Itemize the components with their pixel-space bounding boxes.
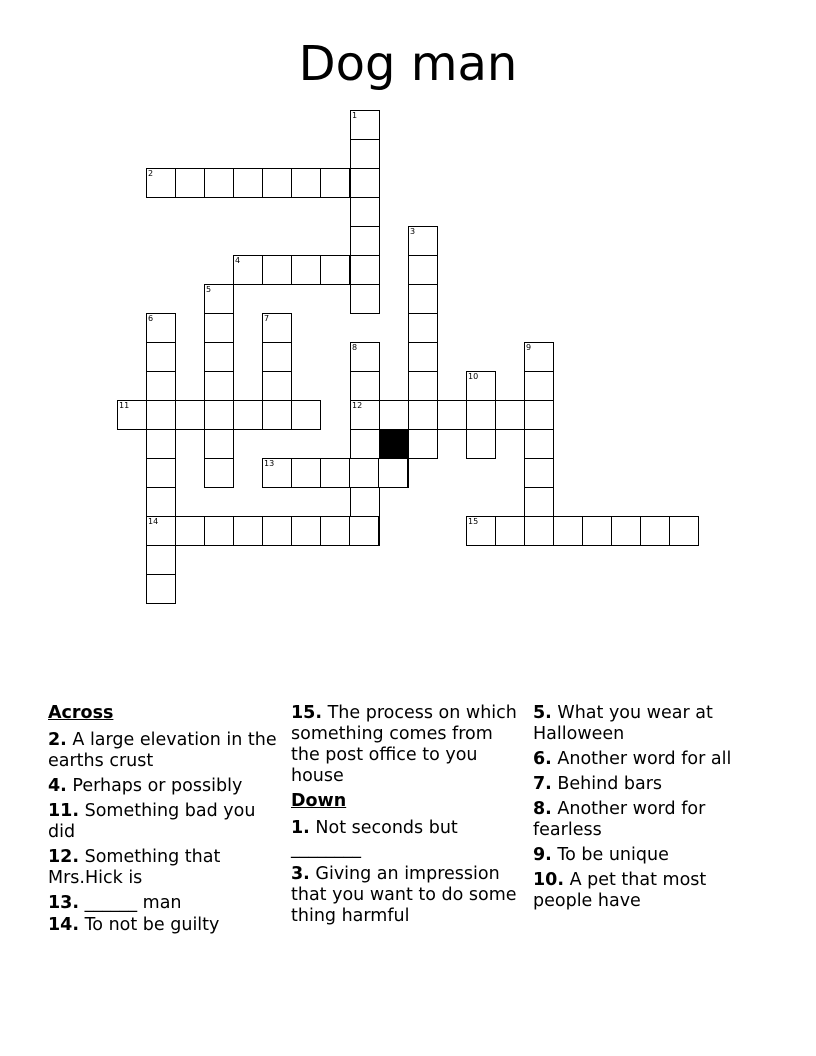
- grid-cell[interactable]: [204, 342, 234, 372]
- grid-cell[interactable]: [262, 458, 292, 488]
- cell-number: 5: [206, 285, 212, 294]
- grid-cell[interactable]: [378, 458, 408, 488]
- grid-cell[interactable]: [146, 168, 176, 198]
- grid-cell[interactable]: [291, 458, 321, 488]
- clue-number: 6.: [533, 749, 552, 769]
- grid-cell[interactable]: [495, 400, 525, 430]
- grid-cell[interactable]: [466, 429, 496, 459]
- grid-cell[interactable]: [408, 429, 438, 459]
- cell-number: 12: [352, 401, 363, 410]
- grid-cell[interactable]: [524, 487, 554, 517]
- clue-text: Giving an impression that you want to do some thing harmful: [291, 864, 517, 926]
- clue-number: 5.: [533, 703, 552, 723]
- clue-across-11: [48, 801, 284, 843]
- grid-cell[interactable]: [146, 487, 176, 517]
- grid-cell[interactable]: [175, 400, 205, 430]
- grid-cell[interactable]: [233, 168, 263, 198]
- grid-cell[interactable]: [204, 371, 234, 401]
- clue-across-2: [48, 730, 284, 772]
- cell-number: 4: [235, 256, 241, 265]
- grid-cell[interactable]: [350, 197, 380, 227]
- grid-cell[interactable]: [524, 429, 554, 459]
- grid-cell[interactable]: [262, 371, 292, 401]
- clue-text: To be unique: [557, 845, 669, 865]
- grid-cell[interactable]: [524, 400, 554, 430]
- cell-number: 1: [352, 111, 358, 120]
- cell-number: 8: [352, 343, 358, 352]
- grid-cell[interactable]: [466, 516, 496, 546]
- grid-cell[interactable]: [291, 255, 321, 285]
- grid-cell[interactable]: [146, 400, 176, 430]
- clue-number: 7.: [533, 774, 552, 794]
- cell-number: 14: [148, 517, 159, 526]
- clue-across-13: [48, 893, 284, 914]
- clue-number: 8.: [533, 799, 552, 819]
- grid-cell[interactable]: [262, 400, 292, 430]
- cell-number: 15: [468, 517, 479, 526]
- grid-cell[interactable]: [204, 429, 234, 459]
- grid-cell[interactable]: [146, 371, 176, 401]
- clue-text: A large elevation in the earths crust: [48, 730, 277, 771]
- clue-number: 4.: [48, 776, 67, 796]
- grid-cell[interactable]: [233, 516, 263, 546]
- grid-cell[interactable]: [204, 400, 234, 430]
- clue-number: 9.: [533, 845, 552, 865]
- clue-column-3: [533, 703, 769, 916]
- grid-cell[interactable]: [350, 110, 380, 140]
- clue-text: Perhaps or possibly: [72, 776, 243, 796]
- clue-column-1: [48, 703, 284, 940]
- grid-cell[interactable]: [408, 313, 438, 343]
- grid-cell[interactable]: [146, 313, 176, 343]
- page-title: Dog man: [298, 36, 518, 92]
- grid-cell[interactable]: [350, 342, 380, 372]
- grid-cell[interactable]: [408, 255, 438, 285]
- clue-text: Something bad you did: [48, 801, 256, 842]
- grid-cell[interactable]: [408, 226, 438, 256]
- grid-cell[interactable]: [204, 284, 234, 314]
- grid-cell[interactable]: [204, 516, 234, 546]
- grid-cell[interactable]: [233, 400, 263, 430]
- clue-down-7: [533, 774, 769, 795]
- grid-cell[interactable]: [320, 516, 350, 546]
- grid-cell[interactable]: [408, 371, 438, 401]
- grid-cell[interactable]: [291, 400, 321, 430]
- grid-cell[interactable]: [320, 458, 350, 488]
- clue-number: 11.: [48, 801, 80, 821]
- clue-across-15: [291, 703, 527, 787]
- clue-across-4: [48, 776, 284, 797]
- grid-cell[interactable]: [495, 516, 525, 546]
- clue-across-14: [48, 915, 284, 936]
- grid-cell[interactable]: [437, 400, 467, 430]
- grid-cell[interactable]: [175, 168, 205, 198]
- grid-cell[interactable]: [408, 400, 438, 430]
- cell-number: 9: [526, 343, 532, 352]
- clue-number: 15.: [291, 703, 323, 723]
- grid-cell[interactable]: [640, 516, 670, 546]
- grid-cell[interactable]: [291, 168, 321, 198]
- clue-column-2: [291, 703, 527, 931]
- cell-number: 10: [468, 372, 479, 381]
- clue-text: To not be guilty: [84, 915, 220, 935]
- clue-down-9: [533, 845, 769, 866]
- grid-cell[interactable]: [524, 371, 554, 401]
- clue-down-3: [291, 864, 527, 927]
- clue-text: Another word for fearless: [533, 799, 706, 840]
- grid-cell[interactable]: [524, 458, 554, 488]
- grid-cell[interactable]: [350, 400, 380, 430]
- clue-text: ______ man: [84, 893, 182, 913]
- grid-cell[interactable]: [350, 284, 380, 314]
- clue-text: Not seconds but ________: [291, 818, 458, 859]
- grid-cell[interactable]: [262, 342, 292, 372]
- clue-down-10: [533, 870, 769, 912]
- cell-number: 6: [148, 314, 154, 323]
- grid-cell[interactable]: [350, 371, 380, 401]
- cell-number: 2: [148, 169, 154, 178]
- clue-down-1: [291, 818, 527, 860]
- clue-number: 2.: [48, 730, 67, 750]
- grid-cell[interactable]: [350, 139, 380, 169]
- grid-cell[interactable]: [379, 400, 409, 430]
- grid-cell[interactable]: [204, 313, 234, 343]
- grid-cell[interactable]: [611, 516, 641, 546]
- grid-cell[interactable]: [582, 516, 612, 546]
- clue-text: Another word for all: [557, 749, 732, 769]
- grid-cell[interactable]: [669, 516, 699, 546]
- grid-cell[interactable]: [204, 168, 234, 198]
- grid-cell[interactable]: [466, 371, 496, 401]
- black-cell: [379, 429, 409, 459]
- grid-cell[interactable]: [146, 516, 176, 546]
- cell-number: 11: [119, 401, 130, 410]
- grid-cell[interactable]: [553, 516, 583, 546]
- clue-number: 13.: [48, 893, 80, 913]
- clue-text: A pet that most people have: [533, 870, 707, 911]
- grid-cell[interactable]: [175, 516, 205, 546]
- grid-cell[interactable]: [262, 255, 292, 285]
- clue-number: 1.: [291, 818, 310, 838]
- clue-number: 14.: [48, 915, 80, 935]
- clue-text: The process on which something comes from the post office to you house: [291, 703, 517, 786]
- grid-cell[interactable]: [320, 255, 350, 285]
- grid-cell[interactable]: [524, 342, 554, 372]
- clue-down-8: [533, 799, 769, 841]
- clue-down-5: [533, 703, 769, 745]
- grid-cell[interactable]: [524, 516, 554, 546]
- grid-cell[interactable]: [349, 516, 379, 546]
- grid-cell[interactable]: [350, 429, 380, 459]
- grid-cell[interactable]: [350, 255, 380, 285]
- grid-cell[interactable]: [262, 516, 292, 546]
- grid-cell[interactable]: [204, 458, 234, 488]
- grid-cell[interactable]: [320, 168, 350, 198]
- grid-cell[interactable]: [408, 284, 438, 314]
- cell-number: 3: [410, 227, 416, 236]
- grid-cell[interactable]: [117, 400, 147, 430]
- grid-cell[interactable]: [291, 516, 321, 546]
- grid-cell[interactable]: [233, 255, 263, 285]
- clue-down-6: [533, 749, 769, 770]
- clue-text: Behind bars: [557, 774, 663, 794]
- cell-number: 7: [264, 314, 270, 323]
- clue-text: Something that Mrs.Hick is: [48, 847, 221, 888]
- grid-cell[interactable]: [262, 168, 292, 198]
- grid-cell[interactable]: [408, 342, 438, 372]
- down-heading: Down: [291, 791, 347, 811]
- clue-across-12: [48, 847, 284, 889]
- grid-cell[interactable]: [146, 545, 176, 575]
- grid-cell[interactable]: [350, 487, 380, 517]
- clue-number: 10.: [533, 870, 565, 890]
- grid-cell[interactable]: [466, 400, 496, 430]
- clue-number: 3.: [291, 864, 310, 884]
- grid-cell[interactable]: [350, 168, 380, 198]
- across-heading: Across: [48, 703, 114, 723]
- grid-cell[interactable]: [146, 342, 176, 372]
- clue-text: What you wear at Halloween: [533, 703, 713, 744]
- cell-number: 13: [264, 459, 275, 468]
- grid-cell[interactable]: [349, 458, 379, 488]
- grid-cell[interactable]: [146, 458, 176, 488]
- grid-cell[interactable]: [146, 574, 176, 604]
- grid-cell[interactable]: [262, 313, 292, 343]
- grid-cell[interactable]: [350, 226, 380, 256]
- grid-cell[interactable]: [146, 429, 176, 459]
- clue-number: 12.: [48, 847, 80, 867]
